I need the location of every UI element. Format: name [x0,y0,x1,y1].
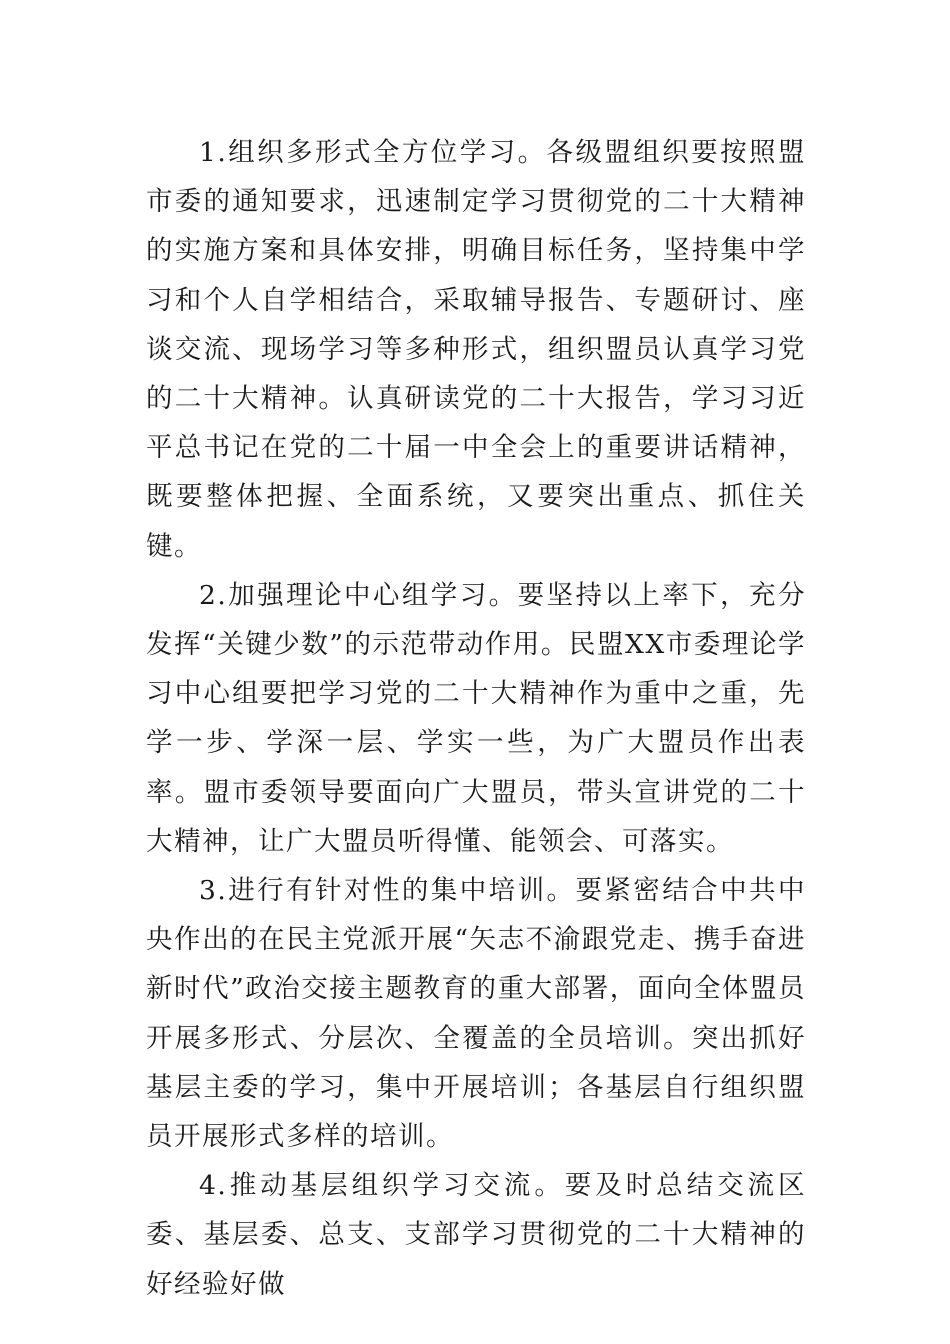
paragraph-1-organize-study: 1.组织多形式全方位学习。各级盟组织要按照盟市委的通知要求，迅速制定学习贯彻党的二十大精神的实施方案和具体安排，明确目标任务，坚持集中学习和个人自学相结合，采取辅导报告、专题研讨、座谈交流、现场学习等多种形式，组织盟员认真学习党的二十大精神。认真研读党的二十大报告，学习习近平总书记在党的二十届一中全会上的重要讲话精神，既要整体把握、全面系统，又要突出重点、抓住关键。 [146,137,806,562]
paragraph-3-targeted-training: 3.进行有针对性的集中培训。要紧密结合中共中央作出的在民主党派开展“矢志不渝跟党走、携手奋进新时代”政治交接主题教育的重大部署，面向全体盟员开展多形式、分层次、全覆盖的全员培训。突出抓好基层主委的学习，集中开展培训；各基层自行组织盟员开展形式多样的培训。 [146,875,806,1153]
paragraph-4-grassroots-exchange: 4.推动基层组织学习交流。要及时总结交流区委、基层委、总支、支部学习贯彻党的二十大精神的好经验好做 [146,1170,806,1300]
document-body [146,128,806,1309]
paragraph-2-theory-group-study: 2.加强理论中心组学习。要坚持以上率下，充分发挥“关键少数”的示范带动作用。民盟XX市委理论学习中心组要把学习党的二十大精神作为重中之重，先学一步、学深一层、学实一些，为广大盟员作出表率。盟市委领导要面向广大盟员，带头宣讲党的二十大精神，让广大盟员听得懂、能领会、可落实。 [146,579,806,857]
